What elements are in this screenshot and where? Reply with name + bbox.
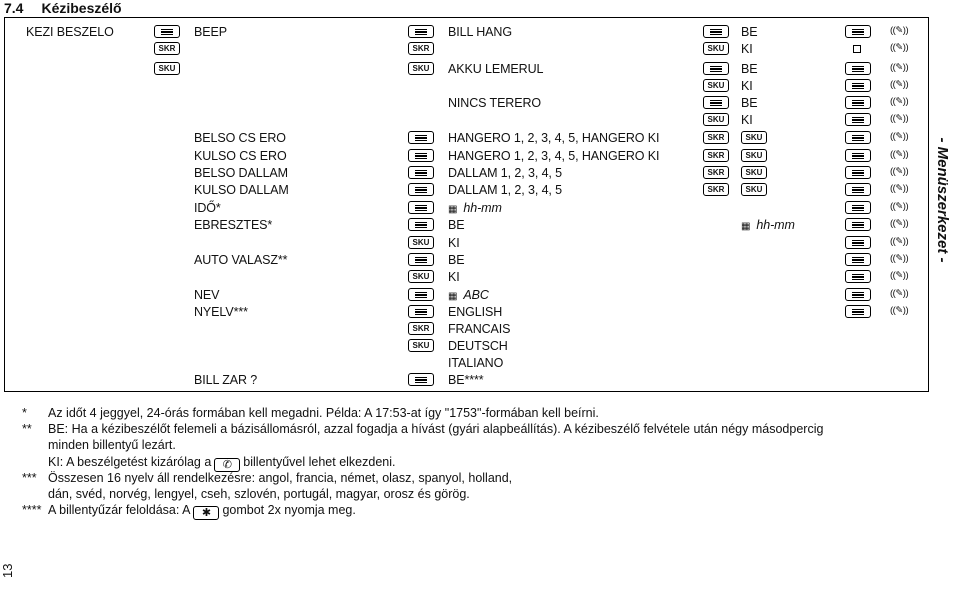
option-ki: KI: [448, 270, 460, 284]
square-icon: [853, 45, 861, 53]
ring-icon: ((✎)): [890, 79, 909, 90]
option-dallam: DALLAM 1, 2, 3, 4, 5: [448, 183, 563, 197]
ring-icon: ((✎)): [890, 236, 909, 247]
skr-key-icon: SKR: [703, 131, 729, 144]
menu-label-kulso-dallam: KULSO DALLAM: [194, 183, 289, 197]
menu-key-icon: [408, 131, 434, 144]
ring-icon: ((✎)): [890, 270, 909, 281]
menu-key-icon: [845, 201, 871, 214]
menu-key-icon: [845, 236, 871, 249]
footnote-text: Az időt 4 jeggyel, 24-órás formában kell megadni. Példa: A 17:53-at így "1753"-formában kell beírni.: [48, 406, 599, 420]
section-heading: Kézibeszélő: [41, 0, 122, 16]
ring-icon: ((✎)): [890, 305, 909, 316]
option-be: BE: [741, 25, 758, 39]
menu-key-icon: [845, 149, 871, 162]
menu-key-icon: [845, 62, 871, 75]
ring-icon: ((✎)): [890, 253, 909, 264]
option-be-lock: BE****: [448, 373, 484, 387]
time-entry: ▦ hh-mm: [448, 201, 502, 215]
option-hangero: HANGERO 1, 2, 3, 4, 5, HANGERO KI: [448, 149, 660, 163]
skr-key-icon: SKR: [154, 42, 180, 55]
footnote-text: KI: A beszélgetést kizárólag a ✆ billentyűvel lehet elkezdeni.: [48, 454, 396, 471]
sku-key-icon: SKU: [741, 149, 767, 162]
menu-key-icon: [703, 25, 729, 38]
menu-label-belso-cs-ero: BELSO CS ERO: [194, 131, 286, 145]
side-label: - Menüszerkezet -: [934, 137, 951, 263]
option-francais: FRANCAIS: [448, 322, 511, 336]
skr-key-icon: SKR: [703, 183, 729, 196]
option-english: ENGLISH: [448, 305, 503, 319]
option-ki: KI: [448, 236, 460, 250]
menu-label-bill-zar: BILL ZAR ?: [194, 373, 258, 387]
ring-icon: ((✎)): [890, 201, 909, 212]
menu-key-icon: [408, 288, 434, 301]
talk-key-icon: ✆: [214, 458, 240, 472]
menu-key-icon: [845, 288, 871, 301]
skr-key-icon: SKR: [408, 42, 434, 55]
footnote-mark: *: [22, 406, 27, 420]
sku-key-icon: SKU: [703, 42, 729, 55]
menu-key-icon: [845, 183, 871, 196]
menu-label-nev: NEV: [194, 288, 220, 302]
sku-key-icon: SKU: [703, 79, 729, 92]
sku-key-icon: SKU: [741, 183, 767, 196]
menu-key-icon: [408, 253, 434, 266]
menu-label-beep: BEEP: [194, 25, 227, 39]
footnote-mark: ***: [22, 470, 37, 485]
footnote-mark: ****: [22, 503, 42, 518]
sku-key-icon: SKU: [741, 166, 767, 179]
footnote-text: BE: Ha a kézibeszélőt felemeli a bázisállomásról, azzal fogadja a hívást (gyári alapbeállítás). A kézibeszélő felvétele után négy másodpercig: [48, 422, 824, 437]
menu-key-icon: [408, 25, 434, 38]
time-entry: ▦ hh-mm: [741, 218, 795, 232]
menu-label-belso-dallam: BELSO DALLAM: [194, 166, 288, 180]
menu-key-icon: [703, 96, 729, 109]
option-be: BE: [741, 62, 758, 76]
skr-key-icon: SKR: [703, 149, 729, 162]
sku-key-icon: SKU: [408, 270, 434, 283]
menu-key-icon: [408, 149, 434, 162]
footnote-text: minden billentyű lezárt.: [48, 438, 176, 453]
footnote-text: A billentyűzár feloldása: A ✱ gombot 2x nyomja meg.: [48, 503, 356, 520]
footnote-text: dán, svéd, norvég, lengyel, cseh, szlovén, portugál, magyar, orosz és görög.: [48, 486, 470, 501]
ring-icon: ((✎)): [890, 131, 909, 142]
sku-key-icon: SKU: [408, 62, 434, 75]
menu-key-icon: [845, 96, 871, 109]
menu-label-ido: IDŐ*: [194, 201, 221, 215]
ring-icon: ((✎)): [890, 96, 909, 107]
keypad-icon: ▦: [448, 204, 458, 215]
option-dallam: DALLAM 1, 2, 3, 4, 5: [448, 166, 563, 180]
keypad-icon: ▦: [448, 291, 458, 302]
menu-key-icon: [845, 131, 871, 144]
option-hangero: HANGERO 1, 2, 3, 4, 5, HANGERO KI: [448, 131, 660, 145]
keypad-icon: ▦: [741, 221, 751, 232]
menu-key-icon: [154, 25, 180, 38]
footnote-text: Összesen 16 nyelv áll rendelkezésre: angol, francia, német, olasz, spanyol, holland,: [48, 470, 513, 485]
menu-label-bill-hang: BILL HANG: [448, 25, 512, 39]
ring-icon: ((✎)): [890, 183, 909, 194]
option-ki: KI: [741, 113, 753, 127]
menu-key-icon: [408, 218, 434, 231]
menu-key-icon: [845, 270, 871, 283]
ring-icon: ((✎)): [890, 25, 909, 36]
menu-key-icon: [408, 201, 434, 214]
sku-key-icon: SKU: [408, 339, 434, 352]
menu-key-icon: [845, 305, 871, 318]
menu-key-icon: [845, 79, 871, 92]
menu-label-auto-valasz: AUTO VALASZ**: [194, 253, 288, 267]
menu-label-nyelv: NYELV***: [194, 305, 248, 319]
sku-key-icon: SKU: [741, 131, 767, 144]
name-entry: ▦ ABC: [448, 288, 489, 302]
option-be: BE: [448, 253, 465, 267]
option-deutsch: DEUTSCH: [448, 339, 508, 353]
page-number: 13: [0, 563, 15, 578]
footnote-mark: **: [22, 422, 32, 437]
ring-icon: ((✎)): [890, 288, 909, 299]
option-ki: KI: [741, 42, 753, 56]
menu-key-icon: [408, 305, 434, 318]
sku-key-icon: SKU: [154, 62, 180, 75]
menu-key-icon: [845, 218, 871, 231]
menu-label-akku-lemerul: AKKU LEMERUL: [448, 62, 544, 76]
ring-icon: ((✎)): [890, 149, 909, 160]
menu-key-icon: [845, 113, 871, 126]
menu-key-icon: [408, 183, 434, 196]
menu-key-icon: [408, 373, 434, 386]
sku-key-icon: SKU: [408, 236, 434, 249]
option-italiano: ITALIANO: [448, 356, 504, 370]
ring-icon: ((✎)): [890, 62, 909, 73]
option-be: BE: [448, 218, 465, 232]
sku-key-icon: SKU: [703, 113, 729, 126]
menu-label-ebresztes: EBRESZTES*: [194, 218, 273, 232]
menu-key-icon: [845, 253, 871, 266]
skr-key-icon: SKR: [703, 166, 729, 179]
section-number: 7.4: [4, 0, 24, 16]
menu-key-icon: [845, 166, 871, 179]
option-be: BE: [741, 96, 758, 110]
menu-label-kulso-cs-ero: KULSO CS ERO: [194, 149, 287, 163]
ring-icon: ((✎)): [890, 166, 909, 177]
menu-key-icon: [845, 25, 871, 38]
ring-icon: ((✎)): [890, 42, 909, 53]
option-ki: KI: [741, 79, 753, 93]
menu-key-icon: [408, 166, 434, 179]
ring-icon: ((✎)): [890, 218, 909, 229]
menu-label-nincs-terero: NINCS TERERO: [448, 96, 542, 110]
menu-label-kezi-beszelo: KEZI BESZELO: [26, 25, 114, 39]
star-key-icon: ✱: [193, 506, 219, 520]
menu-key-icon: [703, 62, 729, 75]
skr-key-icon: SKR: [408, 322, 434, 335]
section-title: [4, 0, 122, 16]
ring-icon: ((✎)): [890, 113, 909, 124]
